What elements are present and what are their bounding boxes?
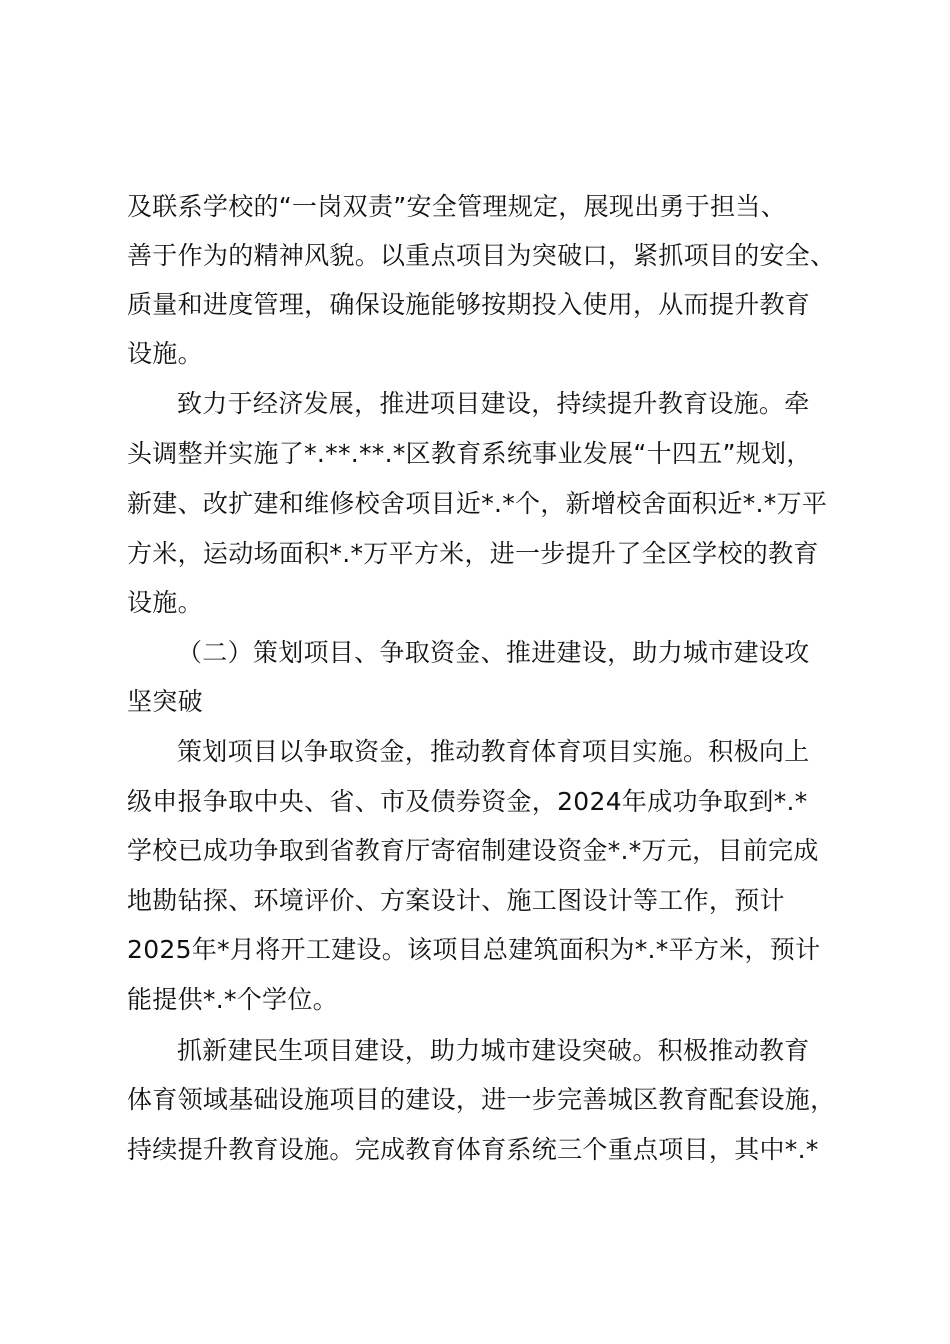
text-line: 体育领域基础设施项目的建设，进一步完善城区教育配套设施， xyxy=(127,1085,836,1114)
text-line: 新建、改扩建和维修校舍项目近*.*个，新增校舍面积近*.*万平 xyxy=(127,489,828,518)
paragraph-start-line: 策划项目以争取资金，推动教育体育项目实施。积极向上 xyxy=(177,737,810,766)
text-line: 级申报争取中央、省、市及债券资金，2024年成功争取到*.* xyxy=(127,787,808,816)
section-heading-continued: 坚突破 xyxy=(127,687,203,716)
paragraph-start-line: 抓新建民生项目建设，助力城市建设突破。积极推动教育 xyxy=(177,1036,810,1065)
text-line: 设施。 xyxy=(127,588,203,617)
text-line: 学校已成功争取到省教育厅寄宿制建设资金*.*万元，目前完成 xyxy=(127,836,819,865)
text-line: 及联系学校的“一岗双责”安全管理规定，展现出勇于担当、 xyxy=(127,192,787,221)
section-heading: （二）策划项目、争取资金、推进建设，助力城市建设攻 xyxy=(177,638,810,667)
text-line: 善于作为的精神风貌。以重点项目为突破口，紧抓项目的安全、 xyxy=(127,241,836,270)
text-line: 方米，运动场面积*.*万平方米，进一步提升了全区学校的教育 xyxy=(127,539,819,568)
text-line: 设施。 xyxy=(127,339,203,368)
text-line: 能提供*.*个学位。 xyxy=(127,985,338,1014)
text-line: 地勘钻探、环境评价、方案设计、施工图设计等工作，预计 xyxy=(127,886,785,915)
text-line: 持续提升教育设施。完成教育体育系统三个重点项目，其中*.* xyxy=(127,1135,819,1164)
paragraph-start-line: 致力于经济发展，推进项目建设，持续提升教育设施。牵 xyxy=(177,389,810,418)
text-line: 质量和进度管理，确保设施能够按期投入使用，从而提升教育 xyxy=(127,290,811,319)
text-line: 2025年*月将开工建设。该项目总建筑面积为*.*平方米，预计 xyxy=(127,935,821,964)
text-line: 头调整并实施了*.**.**.*区教育系统事业发展“十四五”规划， xyxy=(127,439,812,468)
